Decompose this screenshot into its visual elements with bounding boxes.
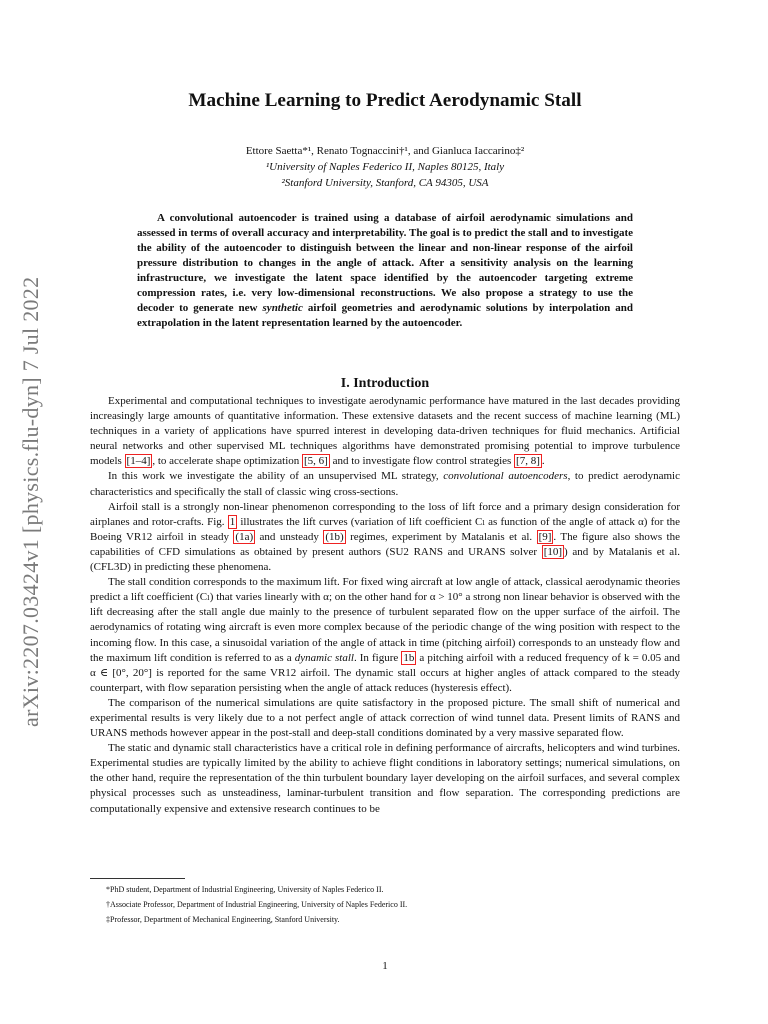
arxiv-identifier: arXiv:2207.03424v1 [physics.flu-dyn] 7 Jul 2022 xyxy=(18,276,43,727)
text: Experimental and computational techniques to investigate aerodynamic performance have matured in the last decades providing increasingly large amounts of quantitative information. These extensive datasets and the recent success of machine learning (ML) techniques in a variety of applications have spurred interest in developing data-driven techniques for fluid mechanics. Artificial neural networks and other supervised ML techniques algorithms have demonstrated promising potential to improve turbulence models xyxy=(90,395,680,468)
text: . xyxy=(541,455,545,468)
figure-link[interactable]: 1b xyxy=(403,651,415,664)
text: a pitching airfoil with a reduced frequency of k = 0.05 and α ∈ [0°, 20°] is reported for the same VR12 airfoil. The dynamic stall occurs at higher angles of attack compared to the steady counterpart, with flow separation persisting when the angle of attack reduces (hysteresis effect). xyxy=(90,651,681,694)
introduction-body xyxy=(90,394,680,817)
text: The stall condition corresponds to the maximum lift. For fixed wing aircraft at low angle of attack, classical aerodynamic theories predict a lift coefficient (Cₗ) that varies linearly with α; on the other hand for α > 10° a strong non linear behavior is observed with the lift decreasing after the stall angle due mainly to the presence of turbulent separated flow on the upper surface of the airfoil. The aerodynamics of rotating wing aircraft is even more complex because of the periodic change of the wing position with respect to the incoming flow. In this case, a sinusoidal variation of the angle of attack in time (pitching airfoil) corresponds to an unsteady flow and the maximum lift condition is referred to as a xyxy=(90,576,680,664)
citation-link[interactable]: [7, 8] xyxy=(516,455,540,468)
emphasis: dynamic stall xyxy=(294,651,354,664)
paragraph-4 xyxy=(90,575,680,696)
figure-link[interactable]: (1a) xyxy=(235,530,254,543)
text: and unsteady xyxy=(259,530,319,543)
footnote-rule xyxy=(90,878,185,879)
paragraph-6: The static and dynamic stall characteristics have a critical role in defining performance of aircrafts, helicopters and wind turbines. Experimental studies are typically limited by the ability to achieve flight conditions in laboratory settings; numerical simulations, on the other hand, require the representation of the thin turbulent boundary layer developing on the airfoil surfaces, and several complex physical processes such as unsteadiness, laminar-turbulent transition and flow separation. The corresponding predictions are computationally expensive and extensive research continues to be xyxy=(90,742,680,815)
footnote: *PhD student, Department of Industrial Engineering, University of Naples Federico II. xyxy=(106,885,384,894)
paragraph-2 xyxy=(90,469,680,499)
section-heading: I. Introduction xyxy=(340,376,430,391)
footnote: †Associate Professor, Department of Industrial Engineering, University of Naples Federico II. xyxy=(106,900,408,909)
text: . The figure also shows the capabilities of CFD simulations as obtained by present authors (SU2 RANS and URANS solver xyxy=(90,530,680,558)
author-block xyxy=(90,143,680,191)
paragraph-1 xyxy=(90,394,680,469)
page-number: 1 xyxy=(382,960,388,972)
text: In this work we investigate the ability of an unsupervised ML strategy, xyxy=(108,470,439,483)
abstract-paragraph xyxy=(137,211,633,331)
paper-title: Machine Learning to Predict Aerodynamic Stall xyxy=(188,90,582,111)
affiliation-stanford: ²Stanford University, Stanford, CA 94305, USA xyxy=(281,177,489,189)
paragraph-3 xyxy=(90,500,680,575)
figure-link[interactable]: (1b) xyxy=(325,530,344,543)
text: regimes, experiment by Matalanis et al. xyxy=(350,530,533,543)
text: . In figure xyxy=(353,651,399,664)
citation-link[interactable]: [9] xyxy=(538,530,552,543)
text: , to predict aerodynamic characteristics and specifically the stall of classic wing cross-sections. xyxy=(90,470,680,498)
text: Airfoil stall is a strongly non-linear phenomenon corresponding to the loss of lift force and a primary design consideration for airplanes and rotor-crafts. Fig. xyxy=(90,500,680,528)
abstract-emphasis: synthetic xyxy=(262,302,303,314)
author-list: Ettore Saetta*¹, Renato Tognaccini†¹, and Gianluca Iaccarino‡² xyxy=(245,145,525,157)
footnote: ‡Professor, Department of Mechanical Engineering, Stanford University. xyxy=(106,915,340,924)
footnotes xyxy=(106,882,680,927)
abstract xyxy=(137,211,633,331)
abstract-text: A convolutional autoencoder is trained using a database of airfoil aerodynamic simulations and assessed in terms of overall accuracy and interpretability. The goal is to predict the stall and to investigate the ability of the autoencoder to distinguish between the linear and non-linear response of the airfoil pressure distribution to changes in the angle of attack. After a sensitivity analysis on the learning infrastructure, we investigate the latent space identified by the autoencoder targeting extreme compression rates, i.e. very low-dimensional reconstructions. We also propose a strategy to use the decoder to generate new xyxy=(137,212,633,314)
text: and to investigate flow control strategies xyxy=(332,455,512,468)
emphasis: convolutional autoencoders xyxy=(443,470,568,483)
text: , to accelerate shape optimization xyxy=(152,455,300,468)
citation-link[interactable]: [1–4] xyxy=(126,455,151,468)
figure-link[interactable]: 1 xyxy=(229,515,236,528)
text: ) and by Matalanis et al. (CFL3D) in predicting these phenomena. xyxy=(90,545,680,574)
paragraph-5: The comparison of the numerical simulations are quite satisfactory in the proposed picture. The small shift of numerical and experimental results is very likely due to a not perfect angle of attack correction of wind tunnel data. Present limits of RANS and URANS methods however appear in the post-stall and deep-stall conditions dominated by a very massive separated flow. xyxy=(90,696,680,740)
affiliation-naples: ¹University of Naples Federico II, Naples 80125, Italy xyxy=(265,161,505,173)
citation-link[interactable]: [10] xyxy=(543,545,563,558)
abstract-text-end: airfoil geometries and aerodynamic solutions by interpolation and extrapolation in the latent representation learned by the autoencoder. xyxy=(137,302,634,329)
citation-link[interactable]: [5, 6] xyxy=(304,455,328,468)
text: illustrates the lift curves (variation of lift coefficient Cₗ as function of the angle of attack α) for the Boeing VR12 airfoil in steady xyxy=(90,515,681,543)
